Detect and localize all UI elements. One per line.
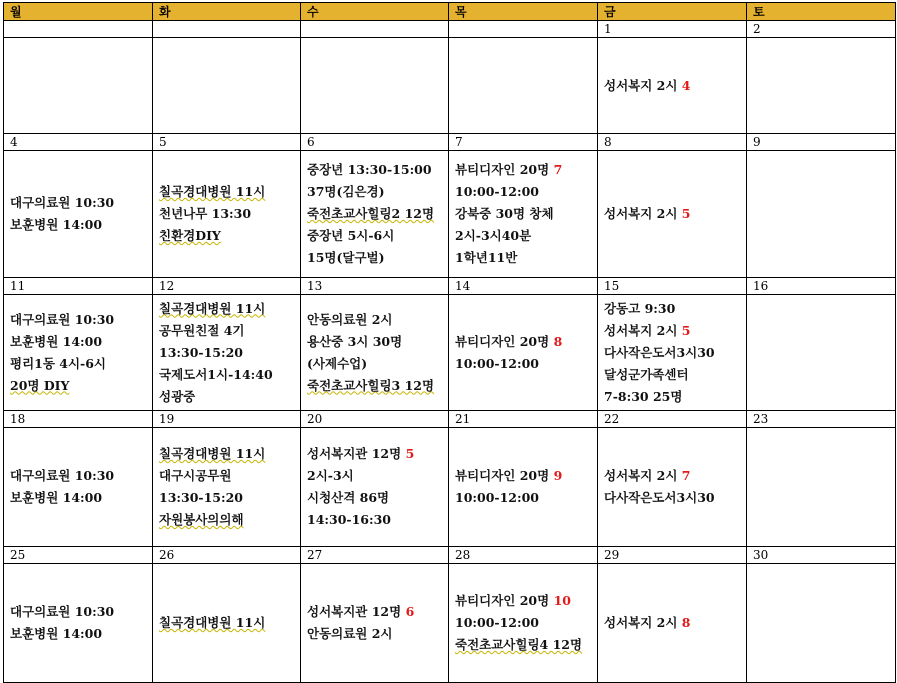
event-text: (사제수업) bbox=[307, 355, 368, 371]
day-cell[interactable] bbox=[301, 428, 449, 547]
event-line bbox=[307, 601, 448, 623]
event-text: 대구의료원 10:30 bbox=[10, 604, 115, 619]
date-number: 28 bbox=[449, 547, 598, 564]
event-line bbox=[159, 181, 300, 203]
event-line bbox=[604, 364, 746, 386]
event-line bbox=[307, 353, 448, 375]
event-text: 10:00-12:00 bbox=[455, 490, 539, 505]
event-text: 시청산격 86명 bbox=[307, 490, 390, 505]
event-line bbox=[604, 487, 746, 509]
event-line bbox=[307, 465, 448, 487]
day-cell[interactable] bbox=[747, 295, 896, 411]
event-line bbox=[159, 612, 300, 634]
day-cell[interactable] bbox=[747, 151, 896, 278]
event-text: 칠곡경대병원 11시 bbox=[159, 446, 266, 461]
event-line bbox=[307, 509, 448, 531]
events-row bbox=[4, 295, 896, 411]
event-text: 성광중 bbox=[159, 388, 196, 404]
event-text: 성서복지 2시 bbox=[604, 468, 682, 483]
day-cell[interactable] bbox=[4, 38, 153, 134]
event-text: 안동의료원 2시 bbox=[307, 311, 393, 327]
event-text: 대구의료원 10:30 bbox=[10, 311, 115, 327]
event-line bbox=[455, 487, 597, 509]
event-line bbox=[604, 75, 746, 97]
event-text: 15명(달구벌) bbox=[307, 250, 385, 265]
event-text: 보훈병원 14:00 bbox=[10, 626, 103, 641]
date-number: 18 bbox=[4, 411, 153, 428]
date-number bbox=[4, 21, 153, 38]
event-line bbox=[159, 342, 300, 364]
event-line bbox=[307, 225, 448, 247]
event-line bbox=[455, 159, 597, 181]
event-text: 2시-3시40분 bbox=[455, 228, 532, 243]
event-text: 대구시공무원 bbox=[159, 468, 232, 483]
date-number bbox=[153, 21, 301, 38]
event-line bbox=[10, 623, 152, 645]
date-number: 12 bbox=[153, 278, 301, 295]
weekday-header-thu: 목 bbox=[449, 3, 598, 21]
event-text: 1학년11반 bbox=[455, 250, 518, 265]
event-line bbox=[307, 309, 448, 331]
date-number: 29 bbox=[598, 547, 747, 564]
event-line bbox=[307, 181, 448, 203]
event-line bbox=[10, 192, 152, 214]
event-line bbox=[604, 203, 746, 225]
event-text: 칠곡경대병원 11시 bbox=[159, 184, 266, 199]
event-text: 대구의료원 10:30 bbox=[10, 468, 115, 483]
event-text: 37명(김은경) bbox=[307, 184, 385, 199]
event-text: 성서복지 2시 bbox=[604, 77, 682, 93]
event-text: 대구의료원 10:30 bbox=[10, 195, 115, 210]
event-text: 용산중 3시 30명 bbox=[307, 333, 403, 349]
event-line bbox=[455, 612, 597, 634]
date-number: 19 bbox=[153, 411, 301, 428]
day-cell[interactable] bbox=[449, 295, 598, 411]
event-text: 10:00-12:00 bbox=[455, 615, 539, 630]
event-text: 중장년 13:30-15:00 bbox=[307, 162, 432, 177]
day-cell[interactable] bbox=[4, 564, 153, 683]
event-text: 14:30-16:30 bbox=[307, 512, 391, 527]
day-cell[interactable] bbox=[598, 38, 747, 134]
event-text: 뷰티디자인 20명 bbox=[455, 468, 554, 483]
event-text: 13:30-15:20 bbox=[159, 490, 243, 505]
day-cell[interactable] bbox=[598, 428, 747, 547]
day-cell[interactable] bbox=[598, 151, 747, 278]
event-line bbox=[10, 465, 152, 487]
day-cell[interactable] bbox=[4, 428, 153, 547]
date-number: 8 bbox=[598, 134, 747, 151]
event-line bbox=[159, 298, 300, 320]
event-line bbox=[159, 487, 300, 509]
day-cell[interactable] bbox=[598, 564, 747, 683]
event-line bbox=[455, 590, 597, 612]
event-text: 친환경DIY bbox=[159, 228, 221, 243]
event-line bbox=[307, 443, 448, 465]
date-number: 2 bbox=[747, 21, 896, 38]
event-text: 강동고 9:30 bbox=[604, 300, 676, 316]
event-line bbox=[159, 225, 300, 247]
event-line bbox=[307, 487, 448, 509]
event-line bbox=[159, 320, 300, 342]
date-number: 22 bbox=[598, 411, 747, 428]
event-line bbox=[455, 331, 597, 353]
event-text: 칠곡경대병원 11시 bbox=[159, 300, 266, 316]
day-cell[interactable] bbox=[153, 151, 301, 278]
event-line bbox=[159, 443, 300, 465]
event-line bbox=[455, 634, 597, 656]
day-cell[interactable] bbox=[449, 564, 598, 683]
event-line bbox=[307, 159, 448, 181]
events-row bbox=[4, 428, 896, 547]
event-text: 13:30-15:20 bbox=[159, 344, 243, 360]
event-line bbox=[10, 214, 152, 236]
session-count: 7 bbox=[681, 468, 691, 483]
event-text: 성서복지관 12명 bbox=[307, 604, 406, 619]
date-number: 5 bbox=[153, 134, 301, 151]
day-cell[interactable] bbox=[4, 151, 153, 278]
event-text: 뷰티디자인 20명 bbox=[455, 593, 554, 608]
event-text: 평리1동 4시-6시 bbox=[10, 355, 107, 371]
day-cell[interactable] bbox=[449, 151, 598, 278]
event-line bbox=[159, 465, 300, 487]
session-count: 10 bbox=[553, 593, 571, 608]
event-line bbox=[604, 298, 746, 320]
event-text: 10:00-12:00 bbox=[455, 184, 539, 199]
event-line bbox=[10, 375, 152, 397]
date-number: 30 bbox=[747, 547, 896, 564]
event-line bbox=[455, 353, 597, 375]
event-text: 성서복지 2시 bbox=[604, 322, 682, 338]
date-number: 9 bbox=[747, 134, 896, 151]
date-number: 6 bbox=[301, 134, 449, 151]
event-line bbox=[455, 203, 597, 225]
event-text: 천년나무 13:30 bbox=[159, 206, 252, 221]
event-line bbox=[455, 225, 597, 247]
weekday-header-fri: 금 bbox=[598, 3, 747, 21]
weekday-header-sat: 토 bbox=[747, 3, 896, 21]
session-count: 4 bbox=[681, 77, 691, 93]
event-line bbox=[604, 342, 746, 364]
event-line bbox=[307, 623, 448, 645]
day-cell[interactable] bbox=[153, 38, 301, 134]
event-text: 다사작은도서3시30 bbox=[604, 344, 715, 360]
date-row bbox=[4, 134, 896, 151]
day-cell[interactable] bbox=[301, 38, 449, 134]
date-number: 14 bbox=[449, 278, 598, 295]
session-count: 5 bbox=[681, 206, 691, 221]
event-text: 죽전초교사힐링2 12명 bbox=[307, 206, 435, 221]
date-row bbox=[4, 547, 896, 564]
date-number: 4 bbox=[4, 134, 153, 151]
weekday-header-tue: 화 bbox=[153, 3, 301, 21]
event-text: 2시-3시 bbox=[307, 468, 354, 483]
event-line bbox=[159, 364, 300, 386]
event-text: 성서복지관 12명 bbox=[307, 446, 406, 461]
date-number: 15 bbox=[598, 278, 747, 295]
session-count: 8 bbox=[553, 333, 563, 349]
event-line bbox=[159, 386, 300, 408]
event-line bbox=[10, 487, 152, 509]
events-row bbox=[4, 38, 896, 134]
event-text: 보훈병원 14:00 bbox=[10, 490, 103, 505]
session-count: 8 bbox=[681, 615, 691, 630]
event-text: 중장년 5시-6시 bbox=[307, 228, 395, 243]
event-text: 다사작은도서3시30 bbox=[604, 490, 715, 505]
date-row bbox=[4, 278, 896, 295]
day-cell[interactable] bbox=[153, 295, 301, 411]
event-line bbox=[604, 465, 746, 487]
event-line bbox=[10, 353, 152, 375]
event-text: 보훈병원 14:00 bbox=[10, 217, 103, 232]
day-cell[interactable] bbox=[449, 428, 598, 547]
day-cell[interactable] bbox=[747, 428, 896, 547]
session-count: 5 bbox=[681, 322, 691, 338]
event-text: 공무원친절 4기 bbox=[159, 322, 245, 338]
date-number: 27 bbox=[301, 547, 449, 564]
date-number bbox=[449, 21, 598, 38]
day-cell[interactable] bbox=[449, 38, 598, 134]
event-line bbox=[307, 203, 448, 225]
event-text: 7-8:30 25명 bbox=[604, 388, 683, 404]
event-text: 뷰티디자인 20명 bbox=[455, 162, 554, 177]
day-cell[interactable] bbox=[4, 295, 153, 411]
weekday-header-wed: 수 bbox=[301, 3, 449, 21]
event-text: 자원봉사의의해 bbox=[159, 512, 244, 527]
event-text: 보훈병원 14:00 bbox=[10, 333, 103, 349]
date-number: 7 bbox=[449, 134, 598, 151]
day-cell[interactable] bbox=[153, 428, 301, 547]
event-text: 강북중 30명 창체 bbox=[455, 206, 554, 221]
date-number: 23 bbox=[747, 411, 896, 428]
event-line bbox=[455, 465, 597, 487]
event-line bbox=[10, 309, 152, 331]
day-cell[interactable] bbox=[747, 38, 896, 134]
event-text: 성서복지 2시 bbox=[604, 615, 682, 630]
event-line bbox=[159, 509, 300, 531]
event-line bbox=[455, 247, 597, 269]
date-number bbox=[301, 21, 449, 38]
event-line bbox=[10, 331, 152, 353]
session-count: 7 bbox=[553, 162, 563, 177]
event-text: 죽전초교사힐링4 12명 bbox=[455, 637, 583, 652]
date-number: 20 bbox=[301, 411, 449, 428]
date-number: 25 bbox=[4, 547, 153, 564]
event-text: 국제도서1시-14:40 bbox=[159, 366, 273, 382]
events-row bbox=[4, 564, 896, 683]
calendar-table bbox=[3, 2, 896, 683]
date-row bbox=[4, 21, 896, 38]
event-text: 20명 DIY bbox=[10, 377, 70, 393]
weekday-header-mon: 월 bbox=[4, 3, 153, 21]
events-row bbox=[4, 151, 896, 278]
day-cell[interactable] bbox=[153, 564, 301, 683]
event-text: 달성군가족센터 bbox=[604, 366, 689, 382]
event-text: 뷰티디자인 20명 bbox=[455, 333, 554, 349]
weekday-header-row bbox=[4, 3, 896, 21]
date-number: 13 bbox=[301, 278, 449, 295]
event-text: 죽전초교사힐링3 12명 bbox=[307, 377, 435, 393]
event-text: 칠곡경대병원 11시 bbox=[159, 615, 266, 630]
date-number: 21 bbox=[449, 411, 598, 428]
event-line bbox=[307, 247, 448, 269]
session-count: 9 bbox=[553, 468, 563, 483]
event-line bbox=[604, 386, 746, 408]
date-number: 26 bbox=[153, 547, 301, 564]
event-text: 안동의료원 2시 bbox=[307, 626, 393, 641]
day-cell[interactable] bbox=[301, 151, 449, 278]
session-count: 5 bbox=[405, 446, 415, 461]
event-line bbox=[455, 181, 597, 203]
day-cell[interactable] bbox=[747, 564, 896, 683]
day-cell[interactable] bbox=[301, 295, 449, 411]
day-cell[interactable] bbox=[598, 295, 747, 411]
session-count: 6 bbox=[405, 604, 415, 619]
event-line bbox=[159, 203, 300, 225]
date-number: 16 bbox=[747, 278, 896, 295]
event-line bbox=[604, 612, 746, 634]
date-number: 11 bbox=[4, 278, 153, 295]
event-line bbox=[307, 375, 448, 397]
date-row bbox=[4, 411, 896, 428]
event-line bbox=[307, 331, 448, 353]
day-cell[interactable] bbox=[301, 564, 449, 683]
date-number: 1 bbox=[598, 21, 747, 38]
event-text: 10:00-12:00 bbox=[455, 355, 539, 371]
event-line bbox=[604, 320, 746, 342]
event-text: 성서복지 2시 bbox=[604, 206, 682, 221]
event-line bbox=[10, 601, 152, 623]
calendar-body bbox=[4, 21, 896, 683]
